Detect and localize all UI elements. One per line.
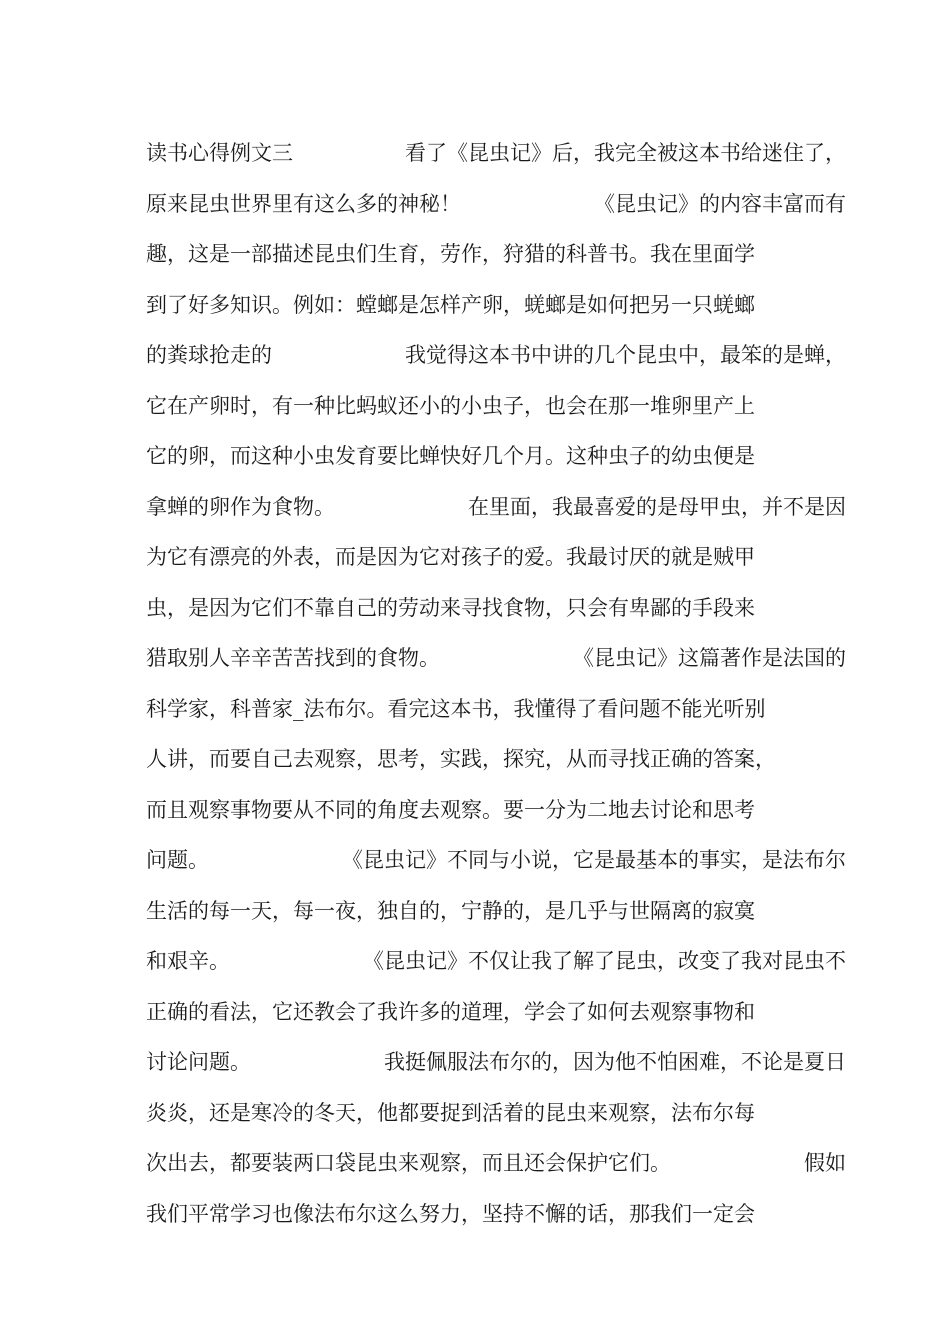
line-segment: 趣，这是一部描述昆虫们生育，劳作，狩猎的科普书。我在里面学 <box>146 242 755 266</box>
line-segment: 的粪球抢走的 <box>146 343 272 367</box>
text-line <box>146 381 846 432</box>
line-segment: 而且观察事物要从不同的角度去观察。要一分为二地去讨论和思考 <box>146 797 755 822</box>
line-segment: 炎炎，还是寒冷的冬天，他都要捉到活着的昆虫来观察，法布尔每 <box>146 1100 755 1125</box>
line-segment: 人讲，而要自己去观察，思考，实践，探究，从而寻找正确的答案， <box>146 747 776 771</box>
line-segment: 假如 <box>804 1151 846 1175</box>
line-segment: 和艰辛。 <box>146 949 230 973</box>
line-segment: 生活的每一天，每一夜，独自的，宁静的，是几乎与世隔离的寂寞 <box>146 898 755 923</box>
line-segment: 我们平常学习也像法布尔这么努力，坚持不懈的话，那我们一定会 <box>146 1201 755 1226</box>
line-segment: 次出去，都要装两口袋昆虫来观察，而且还会保护它们。 <box>146 1151 671 1175</box>
text-line <box>146 583 846 634</box>
line-segment: 猎取别人辛辛苦苦找到的食物。 <box>146 646 440 670</box>
text-line <box>146 785 846 836</box>
text-line <box>146 229 846 280</box>
text-line <box>146 431 846 482</box>
text-line <box>146 1037 846 1088</box>
line-segment: 到了好多知识。例如：螳螂是怎样产卵，蜣螂是如何把另一只蜣螂 <box>146 292 755 317</box>
text-line <box>146 936 846 987</box>
text-line <box>146 179 846 230</box>
line-segment: 我挺佩服法布尔的，因为他不怕困难，不论是夏日 <box>384 1050 846 1074</box>
text-line <box>146 482 846 533</box>
line-segment: 为它有漂亮的外表，而是因为它对孩子的爱。我最讨厌的就是贼甲 <box>146 545 755 569</box>
line-segment: 《昆虫记》不同与小说，它是最基本的事实，是法布尔 <box>342 848 846 872</box>
line-segment: 《昆虫记》的内容丰富而有 <box>594 191 846 216</box>
line-segment: 科学家，科普家_法布尔。看完这本书，我懂得了看问题不能光听别 <box>146 696 766 721</box>
text-line <box>146 1138 846 1189</box>
line-segment: 它在产卵时，有一种比蚂蚁还小的小虫子，也会在那一堆卵里产上 <box>146 393 755 418</box>
text-line <box>146 1088 846 1139</box>
essay-body <box>146 128 846 1239</box>
text-line <box>146 734 846 785</box>
text-line <box>146 1189 846 1240</box>
text-line <box>146 987 846 1038</box>
text-line <box>146 835 846 886</box>
line-segment: 看了《昆虫记》后，我完全被这本书给迷住了， <box>405 141 846 165</box>
text-line <box>146 684 846 735</box>
line-segment: 读书心得例文三 <box>146 141 293 165</box>
text-line <box>146 280 846 331</box>
line-segment: 在里面，我最喜爱的是母甲虫，并不是因 <box>468 494 846 519</box>
line-segment: 原来昆虫世界里有这么多的神秘！ <box>146 191 461 216</box>
line-segment: 我觉得这本书中讲的几个昆虫中，最笨的是蝉， <box>405 343 846 367</box>
line-segment: 问题。 <box>146 848 209 872</box>
line-segment: 虫，是因为它们不靠自己的劳动来寻找食物，只会有卑鄙的手段来 <box>146 595 755 620</box>
line-segment: 《昆虫记》这篇著作是法国的 <box>573 646 846 670</box>
line-segment: 正确的看法，它还教会了我许多的道理，学会了如何去观察事物和 <box>146 999 755 1024</box>
line-segment: 《昆虫记》不仅让我了解了昆虫，改变了我对昆虫不 <box>363 949 846 973</box>
text-line <box>146 330 846 381</box>
text-line <box>146 886 846 937</box>
line-segment: 拿蝉的卵作为食物。 <box>146 494 335 519</box>
text-line <box>146 633 846 684</box>
line-segment: 讨论问题。 <box>146 1050 251 1074</box>
text-line <box>146 128 846 179</box>
text-line <box>146 532 846 583</box>
line-segment: 它的卵，而这种小虫发育要比蝉快好几个月。这种虫子的幼虫便是 <box>146 444 755 468</box>
